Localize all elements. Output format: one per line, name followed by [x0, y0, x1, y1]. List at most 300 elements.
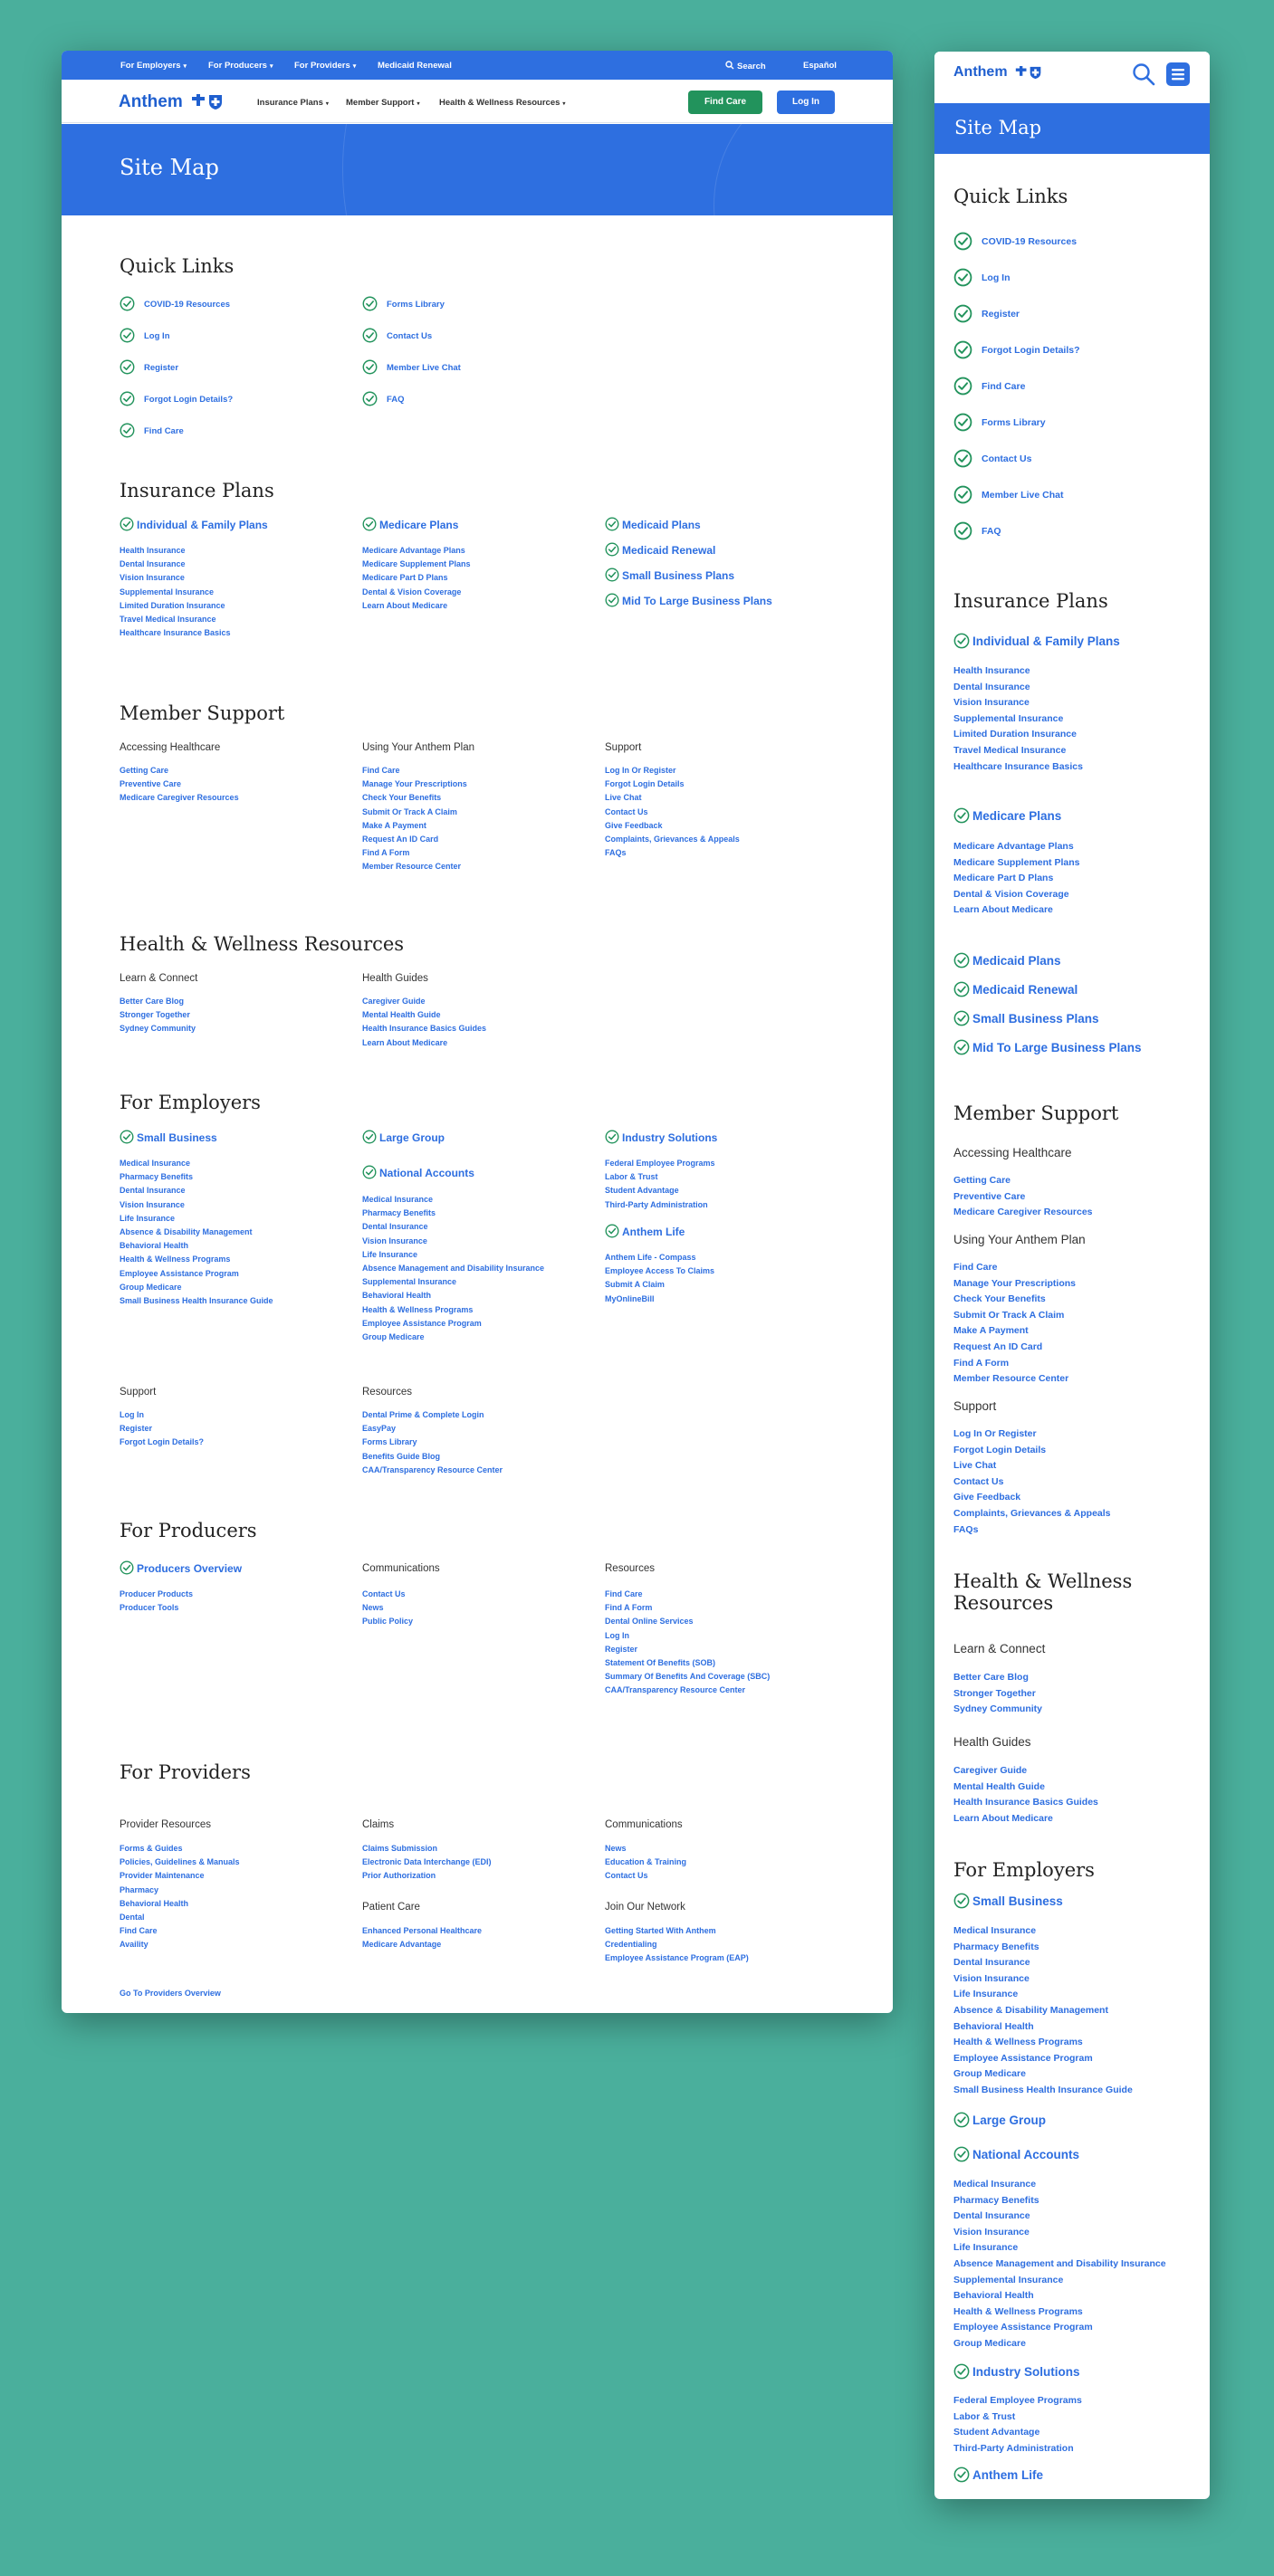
- check-circle-icon: [605, 1224, 619, 1238]
- employer-resources-link[interactable]: Benefits Guide Blog: [362, 1451, 441, 1461]
- check-circle-icon: [953, 232, 972, 251]
- using-plan-heading: Using Your Anthem Plan: [953, 1233, 1086, 1246]
- individual-plans-link[interactable]: Vision Insurance: [120, 573, 185, 583]
- medicare-plans-link[interactable]: Dental & Vision Coverage: [362, 587, 462, 596]
- check-circle-icon: [953, 807, 970, 824]
- hero-decoration: [714, 124, 893, 215]
- health-guides-link[interactable]: Mental Health Guide: [362, 1010, 441, 1020]
- utility-search-label: Search: [737, 62, 766, 72]
- anthem-life-link[interactable]: MyOnlineBill: [605, 1293, 655, 1303]
- using-plan-link[interactable]: Check Your Benefits: [953, 1293, 1046, 1305]
- utility-for-employers[interactable]: [120, 61, 187, 71]
- national-accounts-link[interactable]: Health & Wellness Programs: [953, 2305, 1083, 2317]
- individual-plans-list: [953, 663, 1083, 775]
- quick-link-label: Forgot Login Details?: [144, 395, 234, 405]
- small-business-link[interactable]: Vision Insurance: [120, 1199, 185, 1209]
- check-circle-icon: [362, 1165, 377, 1179]
- individual-plans-link[interactable]: Dental Insurance: [953, 681, 1030, 692]
- small-business-link[interactable]: Behavioral Health: [120, 1241, 189, 1251]
- small-business-link[interactable]: Small Business Health Insurance Guide: [120, 1296, 273, 1306]
- health-guides-heading: Health Guides: [953, 1735, 1031, 1749]
- health-guides-link[interactable]: Caregiver Guide: [362, 997, 426, 1006]
- provider-resources-link[interactable]: Pharmacy: [120, 1884, 159, 1894]
- provider-resources-link[interactable]: Find Care: [120, 1926, 158, 1936]
- member-support-link[interactable]: Complaints, Grievances & Appeals: [605, 835, 740, 844]
- join-network-link[interactable]: Getting Started With Anthem: [605, 1926, 716, 1935]
- utility-for-providers[interactable]: [294, 61, 356, 71]
- small-business-link[interactable]: Life Insurance: [120, 1213, 176, 1223]
- using-plan-link[interactable]: Submit Or Track A Claim: [953, 1309, 1065, 1321]
- learn-connect-heading: Learn & Connect: [120, 973, 198, 984]
- producer-resources-link[interactable]: Summary Of Benefits And Coverage (SBC): [605, 1672, 771, 1682]
- employer-resources-list: [362, 1408, 503, 1477]
- national-accounts-link-label: National Accounts: [379, 1167, 474, 1179]
- producer-resources-link[interactable]: Find Care: [605, 1589, 643, 1598]
- individual-plans-link[interactable]: Travel Medical Insurance: [953, 744, 1067, 756]
- individual-plans-link[interactable]: Health Insurance: [953, 665, 1030, 676]
- industry-solutions-link[interactable]: Student Advantage: [605, 1186, 679, 1196]
- learn-connect-list: [120, 995, 196, 1036]
- national-accounts-link[interactable]: Dental Insurance: [953, 2210, 1030, 2222]
- using-plan-link[interactable]: Make A Payment: [953, 1325, 1029, 1337]
- national-accounts-link[interactable]: Dental Insurance: [362, 1222, 428, 1232]
- producers-overview-list: [120, 1588, 193, 1615]
- patient-care-link[interactable]: Enhanced Personal Healthcare: [362, 1926, 483, 1935]
- using-plan-link[interactable]: Find Care: [362, 766, 400, 775]
- small-business-link[interactable]: Life Insurance: [953, 1989, 1019, 2000]
- medicare-plans-link[interactable]: Medicare Part D Plans: [953, 873, 1054, 884]
- national-accounts-link[interactable]: Pharmacy Benefits: [953, 2194, 1039, 2206]
- small-business-list: [953, 1923, 1133, 2099]
- small-business-link[interactable]: Pharmacy Benefits: [953, 1941, 1039, 1952]
- accessing-healthcare-link[interactable]: Getting Care: [953, 1175, 1011, 1186]
- provider-communications-link[interactable]: News: [605, 1844, 627, 1853]
- using-plan-link[interactable]: Manage Your Prescriptions: [362, 779, 467, 789]
- learn-connect-link[interactable]: Stronger Together: [953, 1687, 1036, 1699]
- search-icon[interactable]: [1132, 62, 1155, 86]
- industry-solutions-link[interactable]: Third-Party Administration: [605, 1199, 708, 1209]
- medicare-plans-link[interactable]: Medicare Supplement Plans: [362, 559, 471, 569]
- small-business-link[interactable]: Medical Insurance: [953, 1925, 1037, 1936]
- claims-list: [362, 1842, 492, 1884]
- member-support-link[interactable]: Live Chat: [605, 793, 642, 803]
- individual-plans-link[interactable]: Limited Duration Insurance: [953, 729, 1077, 740]
- health-wellness-heading-line: Health & Wellness: [953, 1570, 1133, 1592]
- small-business-link[interactable]: Vision Insurance: [953, 1972, 1030, 1984]
- utility-medicaid-renewal[interactable]: Medicaid Renewal: [378, 61, 452, 71]
- producer-resources-link[interactable]: Log In: [605, 1630, 629, 1640]
- national-accounts-link[interactable]: Life Insurance: [953, 2242, 1019, 2254]
- individual-plans-link[interactable]: Healthcare Insurance Basics: [953, 760, 1083, 772]
- learn-connect-link[interactable]: Sydney Community: [120, 1024, 196, 1034]
- employer-resources-link[interactable]: Forms Library: [362, 1437, 417, 1447]
- accessing-healthcare-heading: Accessing Healthcare: [953, 1146, 1072, 1159]
- quick-link-label: Find Care: [144, 426, 184, 436]
- chevron-down-icon: ▾: [325, 101, 329, 107]
- quick-links-heading: Quick Links: [953, 186, 1068, 207]
- national-accounts-link[interactable]: Employee Assistance Program: [953, 2322, 1093, 2333]
- small-business-link[interactable]: Health & Wellness Programs: [953, 2037, 1083, 2048]
- anthem-life-link[interactable]: Anthem Life - Compass: [605, 1253, 696, 1262]
- mobile-header: [934, 52, 1210, 103]
- using-plan-link[interactable]: Find A Form: [953, 1357, 1010, 1369]
- member-support-link[interactable]: Forgot Login Details: [953, 1444, 1047, 1455]
- blue-cross-blue-shield-icon: [1015, 66, 1042, 80]
- provider-resources-list: [120, 1842, 240, 1952]
- individual-plans-link[interactable]: Health Insurance: [120, 546, 186, 555]
- member-support-link[interactable]: Forgot Login Details: [605, 779, 685, 789]
- learn-connect-link[interactable]: Sydney Community: [953, 1703, 1043, 1715]
- using-plan-link[interactable]: Manage Your Prescriptions: [953, 1277, 1076, 1289]
- check-circle-icon: [953, 521, 972, 540]
- member-support-link[interactable]: Give Feedback: [953, 1492, 1021, 1503]
- anthem-logo[interactable]: [119, 92, 224, 112]
- provider-resources-heading: Provider Resources: [120, 1819, 211, 1830]
- check-circle-icon: [120, 391, 135, 406]
- employer-support-link[interactable]: Forgot Login Details?: [120, 1437, 204, 1447]
- main-nav: [62, 80, 893, 123]
- small-business-link[interactable]: Group Medicare: [120, 1282, 182, 1292]
- national-accounts-link[interactable]: Employee Assistance Program: [362, 1318, 482, 1328]
- medicare-plans-link[interactable]: Medicare Advantage Plans: [953, 841, 1074, 852]
- individual-plans-link[interactable]: Healthcare Insurance Basics: [120, 628, 231, 638]
- employer-resources-link[interactable]: Dental Prime & Complete Login: [362, 1410, 484, 1419]
- check-circle-icon: [120, 328, 135, 343]
- check-circle-icon: [953, 377, 972, 396]
- claims-link[interactable]: Electronic Data Interchange (EDI): [362, 1857, 492, 1867]
- small-business-link[interactable]: Medical Insurance: [120, 1159, 191, 1168]
- small-business-link[interactable]: Dental Insurance: [953, 1957, 1030, 1969]
- utility-for-producers[interactable]: [208, 61, 273, 71]
- member-support-heading: Member Support: [120, 702, 285, 724]
- accessing-healthcare-link[interactable]: Medicare Caregiver Resources: [953, 1207, 1093, 1218]
- national-accounts-link[interactable]: Vision Insurance: [362, 1236, 427, 1245]
- using-plan-link[interactable]: Member Resource Center: [953, 1373, 1069, 1385]
- nav-health-wellness[interactable]: [439, 98, 565, 108]
- medicare-plans-link[interactable]: Learn About Medicare: [362, 600, 448, 610]
- medicare-plans-link[interactable]: Dental & Vision Coverage: [953, 888, 1069, 900]
- provider-resources-link[interactable]: Behavioral Health: [120, 1898, 189, 1908]
- check-circle-icon: [120, 359, 135, 375]
- industry-solutions-link[interactable]: Labor & Trust: [953, 2410, 1016, 2422]
- small-business-link-label: Small Business: [137, 1131, 217, 1144]
- quick-link-label: Forms Library: [982, 417, 1046, 428]
- check-circle-icon: [953, 2466, 970, 2483]
- member-support-link[interactable]: FAQs: [953, 1523, 979, 1535]
- nav-insurance-plans-label: Insurance Plans: [257, 98, 323, 108]
- member-support-heading: Member Support: [953, 1102, 1119, 1124]
- member-support-link[interactable]: Give Feedback: [605, 820, 663, 830]
- producers-overview-link[interactable]: Producer Tools: [120, 1603, 179, 1613]
- employer-support-heading: Support: [120, 1387, 157, 1398]
- small-business-link[interactable]: Behavioral Health: [953, 2020, 1034, 2032]
- quick-link-label: FAQ: [982, 526, 1001, 537]
- national-accounts-link-label: National Accounts: [972, 2148, 1080, 2161]
- producer-resources-link[interactable]: Register: [605, 1644, 638, 1654]
- join-network-list: [605, 1924, 749, 1966]
- quick-link-label: Find Care: [982, 381, 1026, 392]
- small-business-link[interactable]: Pharmacy Benefits: [120, 1172, 194, 1182]
- producer-resources-link[interactable]: Statement Of Benefits (SOB): [605, 1658, 716, 1668]
- using-plan-link[interactable]: Request An ID Card: [362, 835, 439, 844]
- utility-for-employers-label: For Employers: [120, 61, 181, 71]
- producer-communications-link[interactable]: News: [362, 1603, 384, 1613]
- provider-resources-link[interactable]: Provider Maintenance: [120, 1871, 205, 1881]
- check-circle-icon: [605, 1130, 619, 1144]
- patient-care-list: [362, 1924, 482, 1951]
- member-support-subheading: Support: [605, 742, 642, 753]
- chevron-down-icon: ▾: [417, 101, 420, 107]
- member-support-link[interactable]: FAQs: [605, 848, 627, 858]
- anthem-life-link[interactable]: Employee Access To Claims: [605, 1266, 715, 1276]
- provider-communications-list: [605, 1842, 686, 1884]
- industry-solutions-link[interactable]: Third-Party Administration: [953, 2442, 1074, 2454]
- employer-resources-heading: Resources: [362, 1387, 412, 1398]
- industry-solutions-link[interactable]: Federal Employee Programs: [605, 1159, 715, 1168]
- health-guides-link[interactable]: Mental Health Guide: [953, 1780, 1045, 1792]
- member-support-link[interactable]: Contact Us: [605, 806, 648, 816]
- using-plan-link[interactable]: Check Your Benefits: [362, 793, 442, 803]
- member-support-link[interactable]: Live Chat: [953, 1460, 997, 1472]
- medicare-plans-link[interactable]: Medicare Part D Plans: [362, 573, 448, 583]
- individual-plans-link[interactable]: Travel Medical Insurance: [120, 615, 216, 625]
- national-accounts-link[interactable]: Absence Management and Disability Insurance: [362, 1264, 545, 1274]
- utility-espanol[interactable]: Español: [803, 61, 837, 71]
- provider-resources-link[interactable]: Forms & Guides: [120, 1844, 183, 1853]
- individual-plans-list: [120, 544, 231, 640]
- plan-link-label: Mid To Large Business Plans: [972, 1041, 1142, 1054]
- accessing-healthcare-heading: Accessing Healthcare: [120, 742, 221, 753]
- anthem-logo-text: Anthem: [119, 92, 183, 111]
- producers-overview-link[interactable]: Producer Products: [120, 1589, 194, 1598]
- employer-support-link[interactable]: Log In: [120, 1410, 144, 1419]
- join-network-link[interactable]: Employee Assistance Program (EAP): [605, 1953, 749, 1963]
- individual-plans-link[interactable]: Limited Duration Insurance: [120, 600, 225, 610]
- small-business-link[interactable]: Absence & Disability Management: [120, 1227, 253, 1237]
- employer-support-link[interactable]: Register: [120, 1424, 153, 1434]
- plan-link-label: Medicaid Renewal: [972, 983, 1078, 997]
- national-accounts-link[interactable]: Absence Management and Disability Insurance: [953, 2257, 1166, 2269]
- accessing-healthcare-list: [953, 1173, 1093, 1221]
- provider-communications-heading: Communications: [605, 1819, 683, 1830]
- provider-resources-link[interactable]: Dental: [120, 1913, 145, 1922]
- join-network-link[interactable]: Credentialing: [605, 1940, 657, 1950]
- small-business-link[interactable]: Health & Wellness Programs: [120, 1255, 231, 1264]
- individual-plans-link[interactable]: Supplemental Insurance: [953, 712, 1064, 724]
- check-circle-icon: [362, 296, 378, 311]
- utility-search[interactable]: [725, 61, 766, 72]
- health-wellness-heading-line: Resources: [953, 1592, 1054, 1614]
- plan-link-label: Small Business Plans: [972, 1012, 1099, 1026]
- producer-communications-link[interactable]: Contact Us: [362, 1589, 406, 1598]
- patient-care-link[interactable]: Medicare Advantage: [362, 1940, 442, 1950]
- member-support-link[interactable]: Log In Or Register: [605, 766, 676, 775]
- nav-insurance-plans[interactable]: [257, 98, 329, 108]
- health-guides-link[interactable]: Health Insurance Basics Guides: [362, 1024, 487, 1034]
- small-business-link[interactable]: Dental Insurance: [120, 1186, 186, 1196]
- plan-link-label: Medicaid Renewal: [622, 544, 716, 557]
- check-circle-icon: [362, 517, 377, 531]
- site-map-hero: [934, 103, 1210, 154]
- employer-resources-link[interactable]: CAA/Transparency Resource Center: [362, 1465, 503, 1474]
- small-business-link[interactable]: Absence & Disability Management: [953, 2004, 1108, 2016]
- learn-connect-link[interactable]: Better Care Blog: [953, 1672, 1029, 1683]
- find-care-button[interactable]: Find Care: [688, 91, 762, 114]
- individual-plans-link[interactable]: Supplemental Insurance: [120, 587, 215, 596]
- national-accounts-link[interactable]: Pharmacy Benefits: [362, 1208, 436, 1218]
- national-accounts-link[interactable]: Group Medicare: [953, 2337, 1026, 2349]
- national-accounts-link[interactable]: Medical Insurance: [362, 1195, 434, 1204]
- medicare-plans-link[interactable]: Medicare Supplement Plans: [953, 856, 1080, 868]
- accessing-healthcare-list: [120, 764, 239, 806]
- accessing-healthcare-link[interactable]: Getting Care: [120, 766, 169, 775]
- provider-communications-link[interactable]: Contact Us: [605, 1871, 648, 1881]
- national-accounts-link[interactable]: Life Insurance: [362, 1249, 418, 1259]
- national-accounts-link[interactable]: Behavioral Health: [953, 2290, 1034, 2302]
- using-plan-link[interactable]: Find A Form: [362, 848, 410, 858]
- providers-overview-footer: [120, 1987, 221, 2000]
- health-guides-link[interactable]: Learn About Medicare: [953, 1812, 1053, 1824]
- member-support-subheading: Support: [953, 1399, 997, 1413]
- check-circle-icon: [953, 304, 972, 323]
- producer-resources-link[interactable]: Dental Online Services: [605, 1617, 694, 1627]
- chevron-down-icon: ▾: [183, 63, 187, 70]
- producers-overview-link-label: Producers Overview: [137, 1562, 243, 1575]
- industry-solutions-link[interactable]: Labor & Trust: [605, 1172, 658, 1182]
- medicare-plans-list: [362, 544, 471, 613]
- medicare-plans-link[interactable]: Medicare Advantage Plans: [362, 546, 465, 555]
- check-circle-icon: [953, 952, 970, 968]
- learn-connect-link[interactable]: Stronger Together: [120, 1010, 190, 1020]
- national-accounts-link[interactable]: Health & Wellness Programs: [362, 1304, 474, 1314]
- accessing-healthcare-link[interactable]: Medicare Caregiver Resources: [120, 793, 239, 803]
- claims-heading: Claims: [362, 1819, 395, 1830]
- producer-resources-link[interactable]: Find A Form: [605, 1603, 653, 1613]
- using-plan-link[interactable]: Submit Or Track A Claim: [362, 806, 457, 816]
- mobile-site-map-page: [934, 52, 1210, 2499]
- utility-for-providers-label: For Providers: [294, 61, 350, 71]
- national-accounts-link[interactable]: Medical Insurance: [953, 2179, 1037, 2190]
- quick-link-label: Member Live Chat: [982, 490, 1064, 501]
- using-plan-list: [362, 764, 467, 874]
- join-network-heading: Join Our Network: [605, 1902, 685, 1913]
- employer-resources-link[interactable]: EasyPay: [362, 1424, 397, 1434]
- individual-plans-link[interactable]: Vision Insurance: [953, 697, 1030, 709]
- health-guides-link[interactable]: Health Insurance Basics Guides: [953, 1797, 1098, 1808]
- chevron-down-icon: ▾: [562, 101, 566, 107]
- national-accounts-link[interactable]: Group Medicare: [362, 1332, 425, 1342]
- check-circle-icon: [605, 542, 619, 557]
- plan-link-label: Small Business Plans: [622, 569, 735, 582]
- producer-resources-link[interactable]: CAA/Transparency Resource Center: [605, 1685, 746, 1695]
- health-guides-link[interactable]: Learn About Medicare: [362, 1037, 448, 1047]
- check-circle-icon: [953, 1893, 970, 1909]
- accessing-healthcare-link[interactable]: Preventive Care: [953, 1190, 1026, 1202]
- national-accounts-link[interactable]: Supplemental Insurance: [362, 1277, 457, 1287]
- national-accounts-link[interactable]: Behavioral Health: [362, 1291, 432, 1301]
- health-guides-link[interactable]: Caregiver Guide: [953, 1765, 1028, 1776]
- individual-family-plans-link-label: Individual & Family Plans: [972, 634, 1120, 648]
- health-guides-heading: Health Guides: [362, 973, 428, 984]
- medicare-plans-link[interactable]: Learn About Medicare: [953, 904, 1053, 916]
- check-circle-icon: [953, 1039, 970, 1055]
- chevron-down-icon: ▾: [352, 63, 357, 70]
- learn-connect-heading: Learn & Connect: [953, 1642, 1046, 1655]
- producer-communications-list: [362, 1588, 413, 1629]
- plan-link-label: Mid To Large Business Plans: [622, 595, 772, 607]
- anthem-logo[interactable]: [953, 64, 1042, 81]
- check-circle-icon: [953, 2112, 970, 2128]
- check-circle-icon: [362, 391, 378, 406]
- using-plan-link[interactable]: Member Resource Center: [362, 862, 462, 872]
- national-accounts-list: [362, 1193, 544, 1344]
- industry-solutions-link[interactable]: Student Advantage: [953, 2427, 1040, 2438]
- check-circle-icon: [605, 593, 619, 607]
- utility-bar: [62, 51, 893, 80]
- industry-solutions-link-label: Industry Solutions: [972, 2365, 1080, 2379]
- industry-solutions-list: [605, 1157, 715, 1212]
- quick-link-label: Contact Us: [982, 453, 1032, 464]
- small-business-link[interactable]: Employee Assistance Program: [120, 1268, 239, 1278]
- industry-solutions-link[interactable]: Federal Employee Programs: [953, 2395, 1082, 2406]
- member-support-link[interactable]: Complaints, Grievances & Appeals: [953, 1507, 1111, 1519]
- employer-support-list: [120, 1408, 204, 1450]
- provider-resources-link[interactable]: Availity: [120, 1940, 148, 1950]
- log-in-button[interactable]: Log In: [777, 91, 835, 114]
- using-plan-link[interactable]: Make A Payment: [362, 820, 426, 830]
- search-icon: [725, 61, 734, 70]
- quick-link-label: Member Live Chat: [387, 363, 461, 373]
- industry-solutions-list: [953, 2393, 1082, 2457]
- quick-link-label: COVID-19 Resources: [144, 300, 231, 310]
- producer-communications-link[interactable]: Public Policy: [362, 1617, 414, 1627]
- claims-link[interactable]: Prior Authorization: [362, 1871, 436, 1881]
- check-circle-icon: [120, 296, 135, 311]
- individual-plans-link[interactable]: Dental Insurance: [120, 559, 186, 569]
- learn-connect-link[interactable]: Better Care Blog: [120, 997, 185, 1006]
- national-accounts-link[interactable]: Supplemental Insurance: [953, 2274, 1064, 2285]
- menu-icon[interactable]: [1166, 62, 1190, 86]
- national-accounts-link[interactable]: Vision Insurance: [953, 2226, 1030, 2237]
- health-wellness-heading: Health & Wellness Resources: [120, 933, 405, 955]
- desktop-site-map-page: [62, 51, 893, 2013]
- anthem-life-link[interactable]: Submit A Claim: [605, 1280, 665, 1290]
- member-support-link[interactable]: Contact Us: [953, 1475, 1004, 1487]
- small-business-link[interactable]: Employee Assistance Program: [953, 2052, 1093, 2064]
- small-business-link[interactable]: Small Business Health Insurance Guide: [953, 2084, 1133, 2095]
- member-support-link[interactable]: Log In Or Register: [953, 1428, 1037, 1439]
- claims-link[interactable]: Claims Submission: [362, 1844, 438, 1853]
- provider-communications-link[interactable]: Education & Training: [605, 1857, 687, 1867]
- check-circle-icon: [953, 2146, 970, 2162]
- using-plan-link[interactable]: Request An ID Card: [953, 1340, 1043, 1352]
- accessing-healthcare-link[interactable]: Preventive Care: [120, 779, 182, 789]
- check-circle-icon: [120, 1560, 134, 1575]
- provider-resources-link[interactable]: Policies, Guidelines & Manuals: [120, 1857, 240, 1867]
- quick-link-label: Register: [982, 309, 1020, 320]
- using-plan-link[interactable]: Find Care: [953, 1262, 998, 1273]
- member-support-list: [605, 764, 740, 860]
- go-to-providers-overview-link[interactable]: Go To Providers Overview: [120, 1989, 221, 1998]
- small-business-link[interactable]: Group Medicare: [953, 2068, 1026, 2080]
- check-circle-icon: [953, 2363, 970, 2380]
- check-circle-icon: [362, 328, 378, 343]
- individual-family-plans-link-label: Individual & Family Plans: [137, 519, 268, 531]
- page-title: Site Map: [120, 155, 219, 180]
- national-accounts-list: [953, 2177, 1166, 2352]
- chevron-down-icon: ▾: [269, 63, 273, 70]
- nav-member-support[interactable]: [346, 98, 420, 108]
